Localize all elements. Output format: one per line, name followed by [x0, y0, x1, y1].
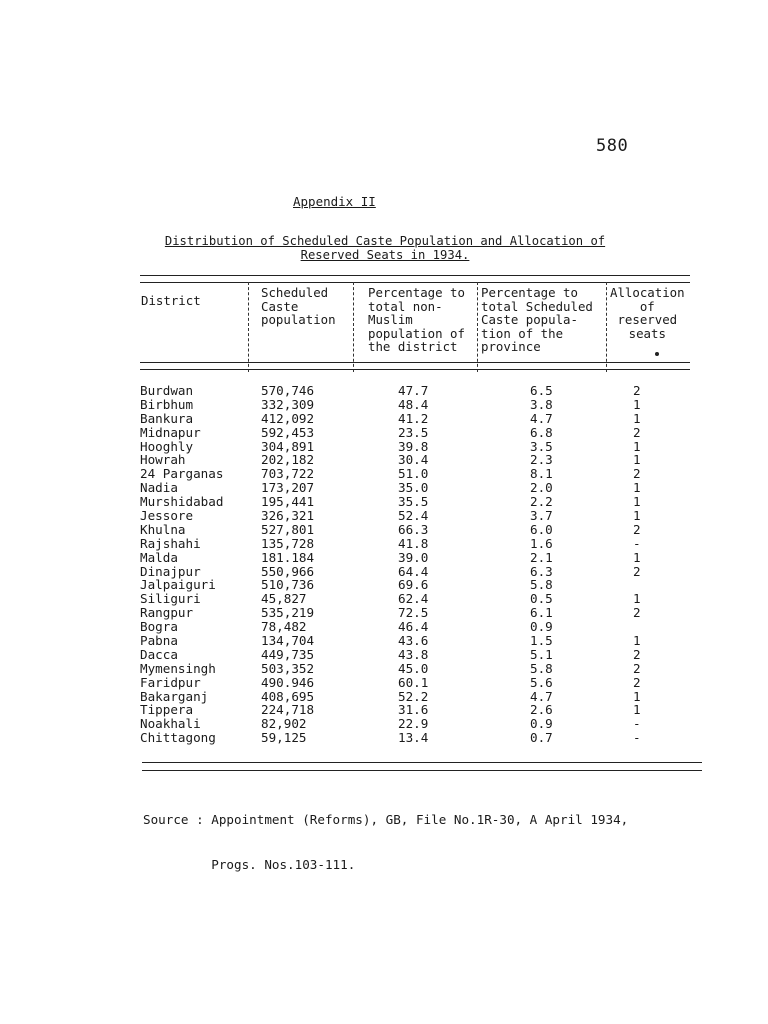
- cell-seats: 2: [633, 521, 641, 537]
- cell-pct-non-muslim: 39.8: [398, 438, 429, 454]
- cell-pct-province: 5.8: [530, 660, 553, 676]
- bottom-rule: [142, 762, 702, 763]
- cell-district: Siliguri: [140, 591, 201, 607]
- cell-pct-non-muslim: 47.7: [398, 383, 429, 398]
- cell-population: 510,736: [261, 577, 315, 593]
- cell-seats: -: [633, 716, 641, 732]
- cell-pct-province: 3.5: [530, 438, 553, 454]
- cell-district: Pabna: [140, 633, 178, 649]
- cell-seats: 1: [633, 396, 641, 412]
- header-rule: [140, 362, 690, 363]
- cell-pct-non-muslim: 46.4: [398, 619, 429, 635]
- cell-pct-non-muslim: 31.6: [398, 702, 429, 718]
- cell-pct-province: 6.1: [530, 605, 553, 621]
- table-row: [140, 662, 700, 676]
- cell-district: Birbhum: [140, 396, 194, 412]
- cell-district: Jessore: [140, 508, 194, 524]
- table-row: [140, 731, 700, 745]
- cell-population: 181.184: [261, 549, 315, 565]
- cell-seats: 1: [633, 591, 641, 607]
- cell-pct-non-muslim: 60.1: [398, 674, 429, 690]
- table-row: [140, 606, 700, 620]
- cell-district: Nadia: [140, 480, 178, 496]
- cell-seats: 2: [633, 563, 641, 579]
- cell-pct-province: 0.9: [530, 716, 553, 732]
- cell-district: 24 Parganas: [140, 466, 224, 482]
- cell-pct-province: 2.2: [530, 494, 553, 510]
- ink-dot: [655, 352, 659, 356]
- cell-pct-non-muslim: 48.4: [398, 396, 429, 412]
- cell-district: Burdwan: [140, 383, 194, 398]
- top-rule-2: [140, 282, 690, 283]
- cell-pct-province: 6.0: [530, 521, 553, 537]
- cell-district: Howrah: [140, 452, 186, 468]
- table-row: [140, 676, 700, 690]
- cell-district: Tippera: [140, 702, 194, 718]
- cell-seats: 2: [633, 424, 641, 440]
- cell-population: 134,704: [261, 633, 315, 649]
- cell-pct-province: 6.5: [530, 383, 553, 398]
- cell-seats: 1: [633, 549, 641, 565]
- table-row: [140, 467, 700, 481]
- cell-population: 332,309: [261, 396, 315, 412]
- cell-population: 78,482: [261, 619, 307, 635]
- table-title-line1: Distribution of Scheduled Caste Population and Allocation of: [164, 234, 606, 248]
- cell-district: Khulna: [140, 521, 186, 537]
- table-row: [140, 481, 700, 495]
- table-row: [140, 495, 700, 509]
- cell-district: Rangpur: [140, 605, 194, 621]
- cell-district: Murshidabad: [140, 494, 224, 510]
- cell-seats: -: [633, 535, 641, 551]
- cell-seats: 1: [633, 480, 641, 496]
- cell-pct-non-muslim: 30.4: [398, 452, 429, 468]
- cell-seats: 2: [633, 466, 641, 482]
- cell-population: 503,352: [261, 660, 315, 676]
- cell-pct-non-muslim: 62.4: [398, 591, 429, 607]
- top-rule: [140, 275, 690, 276]
- cell-pct-non-muslim: 52.4: [398, 508, 429, 524]
- cell-pct-non-muslim: 72.5: [398, 605, 429, 621]
- cell-district: Bakarganj: [140, 688, 209, 704]
- cell-pct-province: 0.7: [530, 730, 553, 746]
- table-row: [140, 398, 700, 412]
- cell-population: 135,728: [261, 535, 315, 551]
- cell-district: Midnapur: [140, 424, 201, 440]
- cell-pct-province: 3.7: [530, 508, 553, 524]
- cell-district: Bogra: [140, 619, 178, 635]
- cell-pct-non-muslim: 41.2: [398, 410, 429, 426]
- header-pct-province: Percentage to total Scheduled Caste popula- tion of the province: [481, 285, 593, 355]
- cell-pct-non-muslim: 43.6: [398, 633, 429, 649]
- cell-population: 195,441: [261, 494, 315, 510]
- cell-district: Hooghly: [140, 438, 194, 454]
- cell-population: 592,453: [261, 424, 315, 440]
- cell-pct-province: 2.1: [530, 549, 553, 565]
- cell-population: 304,891: [261, 438, 315, 454]
- table-row: [140, 551, 700, 565]
- column-divider: [353, 282, 354, 372]
- cell-population: 59,125: [261, 730, 307, 746]
- cell-seats: 1: [633, 688, 641, 704]
- cell-pct-province: 1.6: [530, 535, 553, 551]
- header-rule-2: [140, 369, 690, 370]
- cell-pct-non-muslim: 52.2: [398, 688, 429, 704]
- table-row: [140, 703, 700, 717]
- cell-district: Malda: [140, 549, 178, 565]
- table-row: [140, 426, 700, 440]
- cell-pct-province: 6.8: [530, 424, 553, 440]
- table-row: [140, 509, 700, 523]
- cell-pct-non-muslim: 13.4: [398, 730, 429, 746]
- cell-population: 224,718: [261, 702, 315, 718]
- cell-pct-province: 5.6: [530, 674, 553, 690]
- header-district: District: [141, 293, 201, 308]
- cell-pct-non-muslim: 66.3: [398, 521, 429, 537]
- cell-district: Dacca: [140, 646, 178, 662]
- table-row: [140, 523, 700, 537]
- table-row: [140, 537, 700, 551]
- cell-district: Rajshahi: [140, 535, 201, 551]
- cell-pct-province: 2.6: [530, 702, 553, 718]
- cell-pct-province: 8.1: [530, 466, 553, 482]
- cell-pct-non-muslim: 45.0: [398, 660, 429, 676]
- cell-seats: 2: [633, 605, 641, 621]
- cell-district: Dinajpur: [140, 563, 201, 579]
- cell-pct-province: 2.3: [530, 452, 553, 468]
- cell-population: 326,321: [261, 508, 315, 524]
- cell-pct-province: 4.7: [530, 688, 553, 704]
- source-note: [143, 782, 628, 887]
- table-row: [140, 412, 700, 426]
- cell-pct-non-muslim: 41.8: [398, 535, 429, 551]
- cell-seats: 1: [633, 410, 641, 426]
- cell-pct-province: 0.9: [530, 619, 553, 635]
- cell-pct-non-muslim: 43.8: [398, 646, 429, 662]
- cell-district: Mymensingh: [140, 660, 216, 676]
- cell-seats: -: [633, 730, 641, 746]
- table-row: [140, 440, 700, 454]
- cell-pct-non-muslim: 51.0: [398, 466, 429, 482]
- page-number: 580: [596, 136, 629, 156]
- cell-pct-province: 6.3: [530, 563, 553, 579]
- column-divider: [606, 282, 607, 372]
- cell-seats: 1: [633, 702, 641, 718]
- bottom-rule-2: [142, 770, 702, 771]
- table-row: [140, 690, 700, 704]
- cell-pct-province: 3.8: [530, 396, 553, 412]
- cell-seats: 1: [633, 438, 641, 454]
- cell-seats: 2: [633, 660, 641, 676]
- cell-pct-non-muslim: 23.5: [398, 424, 429, 440]
- table-row: [140, 634, 700, 648]
- cell-pct-non-muslim: 35.0: [398, 480, 429, 496]
- table-body: [140, 384, 700, 745]
- table-row: [140, 592, 700, 606]
- cell-pct-province: 2.0: [530, 480, 553, 496]
- cell-population: 45,827: [261, 591, 307, 607]
- table-row: [140, 565, 700, 579]
- table-title-line2: Reserved Seats in 1934.: [300, 248, 470, 262]
- cell-population: 202,182: [261, 452, 315, 468]
- cell-seats: 2: [633, 674, 641, 690]
- cell-pct-non-muslim: 69.6: [398, 577, 429, 593]
- source-line2: Progs. Nos.103-111.: [143, 857, 356, 872]
- cell-seats: 1: [633, 494, 641, 510]
- column-divider: [477, 282, 478, 372]
- header-allocation: Allocation of reserved seats: [610, 285, 685, 341]
- cell-pct-province: 1.5: [530, 633, 553, 649]
- cell-pct-non-muslim: 64.4: [398, 563, 429, 579]
- cell-district: Jalpaiguri: [140, 577, 216, 593]
- cell-pct-province: 5.8: [530, 577, 553, 593]
- table-row: [140, 453, 700, 467]
- cell-district: Noakhali: [140, 716, 201, 732]
- cell-population: 527,801: [261, 521, 315, 537]
- cell-population: 408,695: [261, 688, 315, 704]
- cell-pct-non-muslim: 22.9: [398, 716, 429, 732]
- cell-population: 449,735: [261, 646, 315, 662]
- source-line1: Source : Appointment (Reforms), GB, File No.1R-30, A April 1934,: [143, 812, 629, 827]
- cell-population: 703,722: [261, 466, 315, 482]
- cell-population: 173,207: [261, 480, 315, 496]
- cell-district: Bankura: [140, 410, 194, 426]
- cell-pct-province: 0.5: [530, 591, 553, 607]
- cell-seats: 2: [633, 646, 641, 662]
- cell-population: 490.946: [261, 674, 315, 690]
- cell-population: 412,092: [261, 410, 315, 426]
- appendix-title: Appendix II: [293, 194, 376, 209]
- table-row: [140, 384, 700, 398]
- cell-population: 550,966: [261, 563, 315, 579]
- cell-district: Chittagong: [140, 730, 216, 746]
- table-row: [140, 648, 700, 662]
- column-divider: [248, 282, 249, 372]
- table-row: [140, 578, 700, 592]
- cell-pct-non-muslim: 39.0: [398, 549, 429, 565]
- cell-seats: 2: [633, 383, 641, 398]
- table-row: [140, 717, 700, 731]
- cell-seats: 1: [633, 633, 641, 649]
- cell-district: Faridpur: [140, 674, 201, 690]
- table-title: [140, 234, 630, 262]
- header-pct-non-muslim: Percentage to total non- Muslim population of the district: [368, 285, 465, 355]
- cell-pct-non-muslim: 35.5: [398, 494, 429, 510]
- cell-seats: 1: [633, 508, 641, 524]
- header-population: Scheduled Caste population: [261, 285, 336, 328]
- table-row: [140, 620, 700, 634]
- cell-population: 82,902: [261, 716, 307, 732]
- cell-pct-province: 4.7: [530, 410, 553, 426]
- cell-population: 535,219: [261, 605, 315, 621]
- cell-seats: 1: [633, 452, 641, 468]
- cell-pct-province: 5.1: [530, 646, 553, 662]
- cell-population: 570,746: [261, 383, 315, 398]
